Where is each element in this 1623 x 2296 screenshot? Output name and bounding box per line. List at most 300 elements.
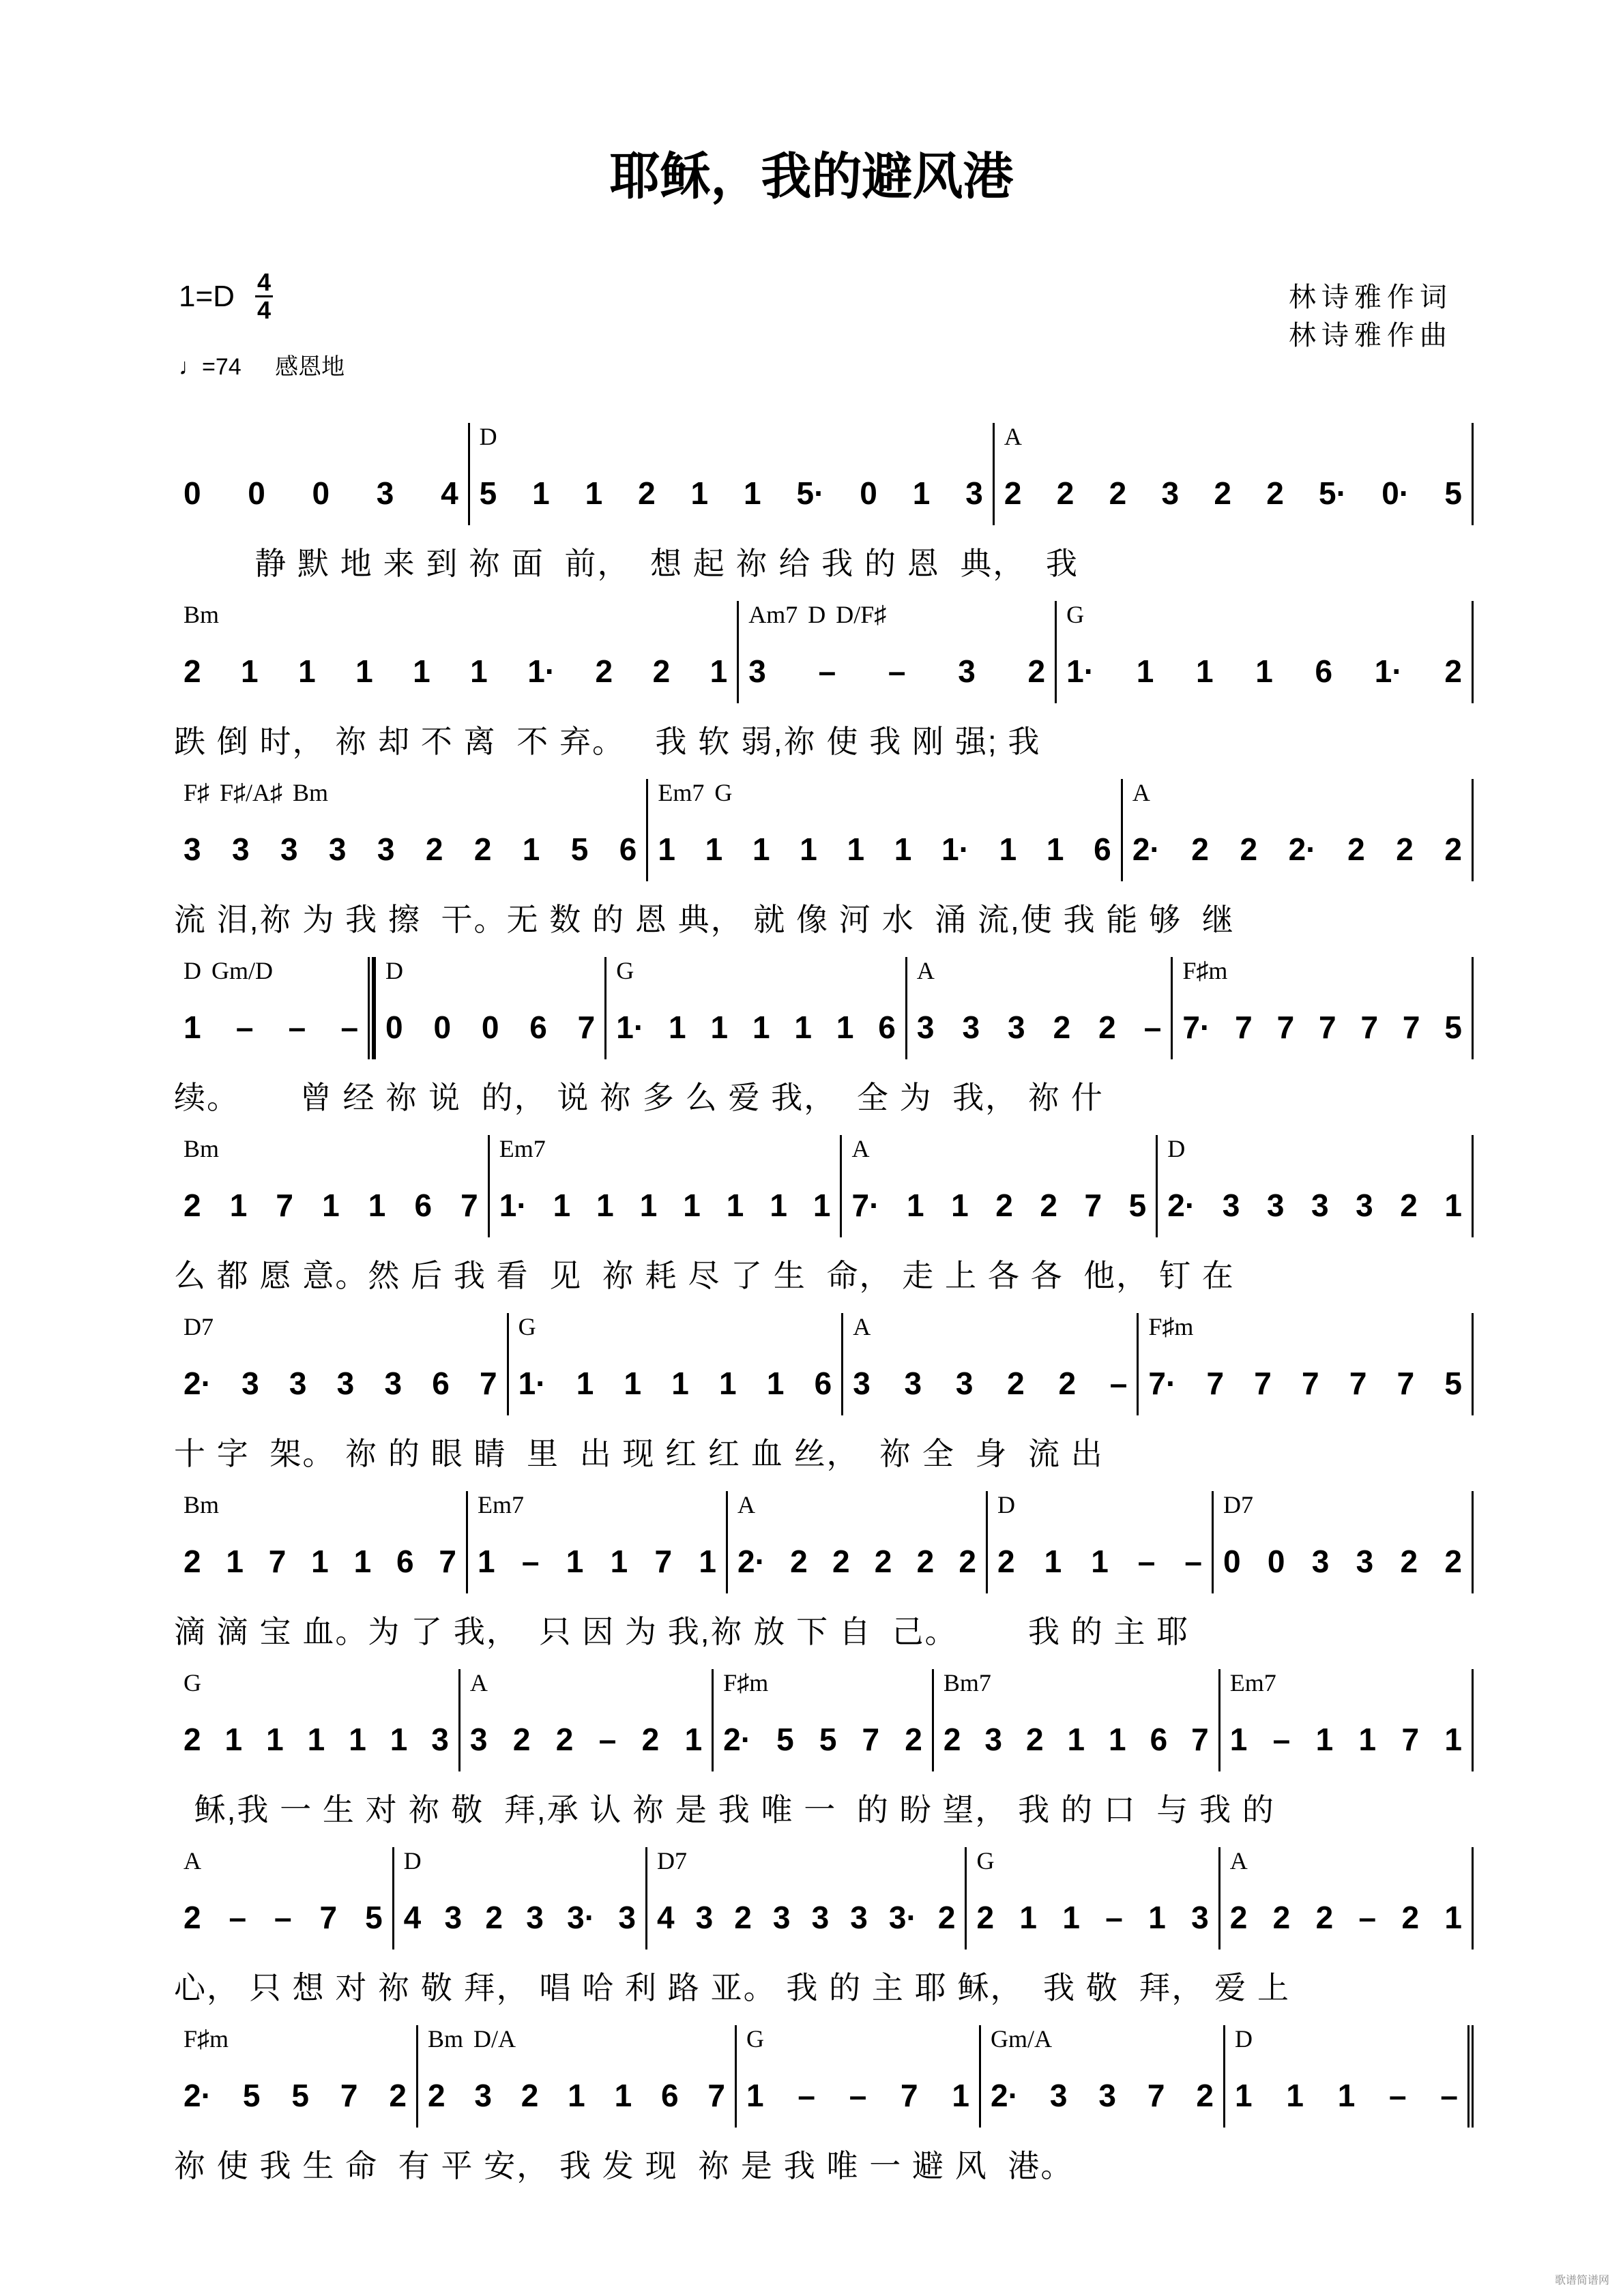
note: 3 bbox=[1191, 1900, 1209, 1935]
lyrics-line: 续。 曾 经 祢 说 的， 说 祢 多 么 爱 我， 全 为 我， 祢 什 bbox=[174, 1080, 1104, 1115]
note: 2 bbox=[555, 1722, 574, 1757]
note: 1 bbox=[766, 1366, 785, 1401]
lyrics-line: 么 都 愿 意。然 后 我 看 见 祢 耗 尽 了 生 命， 走 上 各 各 他， 钉 在 bbox=[174, 1258, 1235, 1293]
key-signature bbox=[179, 269, 273, 323]
measures-row bbox=[174, 1491, 1474, 1593]
measure bbox=[905, 957, 1171, 1059]
notes bbox=[184, 1188, 478, 1222]
measure bbox=[604, 957, 905, 1059]
notes bbox=[184, 2078, 407, 2113]
note: 0 bbox=[248, 475, 265, 511]
note: 7 bbox=[654, 1544, 673, 1579]
note: 1 bbox=[224, 1722, 243, 1757]
lyricist: 林诗雅作词 bbox=[1289, 282, 1452, 312]
note: 1· bbox=[499, 1188, 527, 1223]
note: 1 bbox=[1286, 2078, 1304, 2113]
note: 3 bbox=[958, 653, 976, 689]
notes bbox=[1230, 1900, 1462, 1934]
note: 2 bbox=[638, 475, 656, 511]
note: 1 bbox=[576, 1366, 594, 1401]
chord-symbol: Bm bbox=[184, 1135, 220, 1162]
note: 7 bbox=[577, 1010, 596, 1045]
note: 6 bbox=[414, 1188, 433, 1223]
note: 1 bbox=[1046, 831, 1064, 867]
notes bbox=[851, 1188, 1146, 1222]
note: 2 bbox=[997, 1544, 1015, 1579]
note: 1 bbox=[752, 831, 770, 867]
note: 3 bbox=[1161, 475, 1180, 511]
note: 1 bbox=[470, 653, 488, 689]
measure bbox=[841, 1313, 1137, 1415]
note: 5 bbox=[242, 2078, 261, 2113]
note: 3 bbox=[962, 1010, 980, 1045]
lyrics-line: 心， 只 想 对 祢 敬 拜， 唱 哈 利 路 亚。 我 的 主 耶 稣， 我 敬 拜， 爱 上 bbox=[174, 1970, 1290, 2005]
note: 7 bbox=[862, 1722, 880, 1757]
chord-symbol: D bbox=[1235, 2025, 1253, 2052]
notes bbox=[518, 1366, 832, 1400]
measure bbox=[1121, 779, 1474, 881]
note: 2 bbox=[1400, 1544, 1418, 1579]
note: 2 bbox=[1401, 1900, 1420, 1935]
note: 2 bbox=[1396, 831, 1414, 867]
note: 1 bbox=[349, 1722, 366, 1757]
note: 2 bbox=[937, 1900, 956, 1935]
note: – bbox=[1358, 1900, 1377, 1935]
note: 1 bbox=[671, 1366, 689, 1401]
note: 2· bbox=[1132, 831, 1160, 867]
note: 1 bbox=[610, 1544, 628, 1579]
lyrics-line: 滴 滴 宝 血。为 了 我， 只 因 为 我,祢 放 下 自 己。 我 的 主 耶 bbox=[174, 1614, 1190, 1649]
note: 5 bbox=[776, 1722, 794, 1757]
chord-symbol: Em7 bbox=[1229, 1669, 1276, 1696]
notes bbox=[1066, 654, 1462, 688]
note: 3 bbox=[1049, 2078, 1068, 2113]
note: 1 bbox=[690, 475, 709, 511]
measure bbox=[507, 1313, 842, 1415]
note: 1 bbox=[1109, 1722, 1126, 1757]
note: 2 bbox=[425, 831, 443, 867]
note: 1 bbox=[311, 1544, 329, 1579]
notes bbox=[917, 1010, 1161, 1044]
note: 1 bbox=[800, 831, 817, 867]
note: 5 bbox=[819, 1722, 837, 1757]
note: 2· bbox=[737, 1544, 765, 1579]
note: 2 bbox=[1196, 2078, 1214, 2113]
notes bbox=[499, 1188, 831, 1222]
time-bottom: 4 bbox=[257, 296, 271, 324]
note: 0 bbox=[860, 475, 877, 511]
notes bbox=[976, 1900, 1208, 1934]
note: 3 bbox=[328, 831, 347, 867]
lyrics-line: 稣,我 一 生 对 祢 敬 拜,承 认 祢 是 我 唯 一 的 盼 望， 我 的 口 与 我 的 bbox=[174, 1792, 1275, 1827]
note: 7 bbox=[319, 1900, 338, 1935]
note: 3 bbox=[1356, 1188, 1373, 1223]
measure bbox=[174, 1847, 392, 1949]
notes bbox=[1004, 476, 1462, 510]
note: 2 bbox=[1004, 475, 1022, 511]
note: 3 bbox=[289, 1366, 307, 1401]
chord-symbol: Bm D/A bbox=[428, 2025, 516, 2052]
note: 1 bbox=[705, 831, 723, 867]
staff-system bbox=[174, 1313, 1474, 1491]
notes bbox=[428, 2078, 725, 2113]
note: – bbox=[1109, 1366, 1128, 1401]
note: 6 bbox=[619, 831, 637, 867]
note: 2 bbox=[1229, 1900, 1248, 1935]
notes bbox=[184, 1722, 449, 1756]
score bbox=[174, 423, 1474, 2203]
note: 6 bbox=[1150, 1722, 1168, 1757]
note: 3 bbox=[336, 1366, 355, 1401]
note: 2 bbox=[1444, 831, 1462, 867]
note: 1 bbox=[847, 831, 865, 867]
note: 1 bbox=[836, 1010, 854, 1045]
note: 1 bbox=[952, 2078, 969, 2113]
note: 2· bbox=[184, 2078, 211, 2113]
notes bbox=[1182, 1010, 1462, 1044]
note: 1 bbox=[813, 1188, 831, 1223]
note: 7 bbox=[901, 2078, 918, 2113]
chord-symbol: F♯ F♯/A♯ Bm bbox=[184, 779, 329, 806]
notes bbox=[1223, 1544, 1462, 1578]
note: – bbox=[1143, 1010, 1162, 1045]
note: 0 bbox=[1267, 1544, 1285, 1579]
notes bbox=[184, 1010, 358, 1044]
note: 1 bbox=[683, 1188, 701, 1223]
note: – bbox=[521, 1544, 540, 1579]
note: 3 bbox=[526, 1900, 544, 1935]
note: 1 bbox=[322, 1188, 340, 1223]
note: 1 bbox=[1444, 1188, 1462, 1223]
note: 1 bbox=[478, 1544, 495, 1579]
note: 3· bbox=[567, 1900, 596, 1935]
notes bbox=[184, 1544, 456, 1578]
note: 2 bbox=[1214, 475, 1231, 511]
note: 5 bbox=[1444, 475, 1462, 511]
note: 7· bbox=[1148, 1366, 1177, 1401]
note: 3 bbox=[242, 1366, 259, 1401]
note: – bbox=[798, 2078, 815, 2113]
note: 7 bbox=[707, 2078, 725, 2113]
note: 1 bbox=[1148, 1900, 1166, 1935]
chord-symbol: A bbox=[1229, 1847, 1248, 1874]
note: 3 bbox=[618, 1900, 636, 1935]
note: 3 bbox=[469, 1722, 488, 1757]
note: 1 bbox=[710, 653, 728, 689]
measure bbox=[174, 601, 737, 703]
note: 3 bbox=[695, 1900, 714, 1935]
note: 7 bbox=[1397, 1366, 1415, 1401]
lyrics-line: 祢 使 我 生 命 有 平 安， 我 发 现 祢 是 我 唯 一 避 风 港。 bbox=[174, 2148, 1074, 2183]
note: 6 bbox=[814, 1366, 832, 1401]
note: 2 bbox=[1109, 475, 1127, 511]
note: 7 bbox=[276, 1188, 293, 1223]
note: – bbox=[1105, 1900, 1123, 1935]
note: – bbox=[235, 1010, 254, 1045]
note: 1 bbox=[912, 475, 931, 511]
note: 2 bbox=[184, 1900, 201, 1935]
note: 1· bbox=[941, 831, 969, 867]
note: 1 bbox=[307, 1722, 325, 1757]
note: 5· bbox=[1319, 475, 1347, 511]
note: 1 bbox=[951, 1188, 969, 1223]
chord-symbol: D bbox=[479, 423, 497, 450]
note: 3 bbox=[1008, 1010, 1025, 1045]
note: – bbox=[888, 653, 906, 689]
note: 1 bbox=[1044, 1544, 1062, 1579]
note: 1 bbox=[894, 831, 912, 867]
notes bbox=[184, 1366, 497, 1400]
measure bbox=[174, 1313, 507, 1415]
measures-row bbox=[174, 1847, 1474, 1949]
notes bbox=[658, 832, 1111, 866]
note: 1 bbox=[355, 653, 373, 689]
chord-symbol: D7 bbox=[656, 1847, 687, 1874]
note: 3 bbox=[1266, 1188, 1285, 1223]
note: 1 bbox=[184, 1010, 201, 1045]
note: 2· bbox=[991, 2078, 1019, 2113]
note: 1 bbox=[298, 653, 316, 689]
chord-symbol: D Gm/D bbox=[184, 957, 273, 984]
measure bbox=[737, 601, 1055, 703]
watermark: 歌谱简谱网 bbox=[1554, 2275, 1609, 2286]
measure bbox=[646, 779, 1120, 881]
note: 1 bbox=[624, 1366, 642, 1401]
staff-system bbox=[174, 1135, 1474, 1313]
note: 7 bbox=[1319, 1010, 1336, 1045]
note: 1 bbox=[658, 831, 675, 867]
note: 1 bbox=[744, 475, 761, 511]
note: 3 bbox=[916, 1010, 935, 1045]
measure bbox=[986, 1491, 1212, 1593]
note: 7 bbox=[1360, 1010, 1379, 1045]
note: 1· bbox=[527, 653, 556, 689]
chord-symbol: Gm/A bbox=[991, 2025, 1052, 2052]
note: 5· bbox=[796, 475, 825, 511]
notes bbox=[184, 832, 637, 866]
note: 1 bbox=[1019, 1900, 1037, 1935]
note: 1· bbox=[1066, 653, 1095, 689]
chord-symbol: Bm bbox=[184, 1491, 220, 1518]
note: 3 bbox=[431, 1722, 449, 1757]
note: 7 bbox=[1206, 1366, 1225, 1401]
note: – bbox=[818, 653, 836, 689]
note: 6 bbox=[1315, 653, 1333, 689]
note: 3 bbox=[965, 475, 983, 511]
note: – bbox=[1440, 2078, 1458, 2113]
note: 1 bbox=[368, 1188, 386, 1223]
note: 2 bbox=[1444, 1544, 1462, 1579]
note: 7 bbox=[1191, 1722, 1209, 1757]
staff-system bbox=[174, 957, 1474, 1135]
notes bbox=[944, 1722, 1209, 1756]
note: 0· bbox=[1381, 475, 1410, 511]
note: – bbox=[288, 1010, 306, 1045]
note: 1 bbox=[266, 1722, 284, 1757]
note: 7 bbox=[1349, 1366, 1367, 1401]
note: 2 bbox=[1040, 1188, 1057, 1223]
note: 2 bbox=[641, 1722, 660, 1757]
measure bbox=[416, 2025, 735, 2128]
note: 1 bbox=[999, 831, 1017, 867]
chord-symbol: F♯m bbox=[184, 2025, 229, 2052]
chord-symbol: G bbox=[976, 1847, 995, 1874]
note: 1 bbox=[770, 1188, 787, 1223]
measure bbox=[392, 1847, 645, 1949]
note: 2 bbox=[521, 2078, 539, 2113]
note: 5 bbox=[1444, 1366, 1462, 1401]
note: 1 bbox=[553, 1188, 571, 1223]
measures-row bbox=[174, 957, 1474, 1059]
note: 2 bbox=[874, 1544, 892, 1579]
note: 4 bbox=[656, 1900, 675, 1935]
note: 7· bbox=[851, 1188, 880, 1223]
note: 7 bbox=[1402, 1010, 1420, 1045]
note: – bbox=[1137, 1544, 1156, 1579]
note: 1 bbox=[413, 653, 430, 689]
note: 3 bbox=[231, 831, 250, 867]
note: – bbox=[1389, 2078, 1407, 2113]
note: 7 bbox=[1084, 1188, 1102, 1223]
chord-symbol: A bbox=[737, 1491, 755, 1518]
note: 7 bbox=[480, 1366, 497, 1401]
credits bbox=[1289, 278, 1452, 355]
note: 1 bbox=[726, 1188, 744, 1223]
note: 1 bbox=[1358, 1722, 1377, 1757]
note: 1 bbox=[684, 1722, 703, 1757]
measure bbox=[932, 1669, 1218, 1771]
chord-symbol: A bbox=[916, 957, 935, 984]
notes bbox=[991, 2078, 1214, 2113]
note: 1 bbox=[390, 1722, 408, 1757]
measure bbox=[488, 1135, 840, 1237]
notes bbox=[404, 1900, 636, 1934]
note: 7 bbox=[460, 1188, 478, 1223]
measure bbox=[1212, 1491, 1474, 1593]
note: 7 bbox=[268, 1544, 287, 1579]
notes bbox=[616, 1010, 896, 1044]
note: 2 bbox=[1056, 475, 1074, 511]
chord-symbol: G bbox=[616, 957, 634, 984]
note: 1· bbox=[518, 1366, 546, 1401]
chord-symbol: D bbox=[385, 957, 404, 984]
measure bbox=[174, 1669, 458, 1771]
chord-symbol: A bbox=[1132, 779, 1150, 806]
note: 1 bbox=[1315, 1722, 1334, 1757]
note: 1 bbox=[1444, 1900, 1463, 1935]
note: 5 bbox=[1128, 1188, 1147, 1223]
staff-system bbox=[174, 423, 1474, 601]
note: 2 bbox=[1191, 831, 1209, 867]
note: 3 bbox=[955, 1366, 974, 1401]
chord-symbol: G bbox=[518, 1313, 536, 1340]
note: 1 bbox=[1444, 1722, 1463, 1757]
notes bbox=[184, 1900, 383, 1934]
note: 1 bbox=[568, 2078, 585, 2113]
time-signature bbox=[255, 269, 273, 323]
note: 1 bbox=[1136, 653, 1154, 689]
measure bbox=[993, 423, 1474, 525]
note: 7 bbox=[1401, 1722, 1420, 1757]
chord-symbol: A bbox=[469, 1669, 488, 1696]
chord-symbol: Em7 G bbox=[658, 779, 733, 806]
note: 1 bbox=[353, 1544, 372, 1579]
measures-row bbox=[174, 423, 1474, 525]
note: 2 bbox=[1058, 1366, 1077, 1401]
note: 2 bbox=[943, 1722, 961, 1757]
note: 2 bbox=[428, 2078, 445, 2113]
note: 1 bbox=[566, 1544, 584, 1579]
tempo-line bbox=[179, 348, 372, 381]
note: 0 bbox=[312, 475, 330, 511]
note: 1 bbox=[1067, 1722, 1085, 1757]
chord-symbol: Em7 bbox=[478, 1491, 524, 1518]
staff-system bbox=[174, 779, 1474, 957]
measure bbox=[1171, 957, 1474, 1059]
chord-symbol: D7 bbox=[184, 1313, 214, 1340]
chord-symbol: Bm bbox=[184, 601, 220, 628]
measure bbox=[458, 1669, 712, 1771]
note: 1 bbox=[639, 1188, 658, 1223]
measure bbox=[174, 1135, 488, 1237]
note: 2 bbox=[1027, 653, 1046, 689]
note: 1 bbox=[699, 1544, 716, 1579]
notes bbox=[184, 654, 727, 688]
chord-symbol: A bbox=[1004, 423, 1022, 450]
chord-symbol: A bbox=[851, 1135, 870, 1162]
note: – bbox=[229, 1900, 247, 1935]
chord-symbol: D7 bbox=[1223, 1491, 1253, 1518]
note: 2· bbox=[723, 1722, 752, 1757]
note: 7· bbox=[1182, 1010, 1211, 1045]
note: 0 bbox=[184, 475, 201, 511]
tempo: ♩=74 bbox=[179, 354, 242, 380]
note: 1 bbox=[1091, 1544, 1109, 1579]
note: 2 bbox=[485, 1900, 503, 1935]
measure bbox=[726, 1491, 986, 1593]
note: 2 bbox=[995, 1188, 1013, 1223]
staff-system bbox=[174, 1491, 1474, 1669]
note: 1 bbox=[229, 1188, 248, 1223]
notes bbox=[1167, 1188, 1462, 1222]
note: 1 bbox=[226, 1544, 244, 1579]
note: 2 bbox=[652, 653, 671, 689]
note: 3 bbox=[280, 831, 298, 867]
note: 7 bbox=[1276, 1010, 1295, 1045]
note: 1 bbox=[710, 1010, 729, 1045]
note: 5 bbox=[291, 2078, 309, 2113]
note: 3 bbox=[984, 1722, 1002, 1757]
note: – bbox=[598, 1722, 617, 1757]
note: 2 bbox=[473, 831, 492, 867]
note: 3 bbox=[184, 831, 201, 867]
measures-row bbox=[174, 1669, 1474, 1771]
note: 1· bbox=[616, 1010, 645, 1045]
measure bbox=[1137, 1313, 1474, 1415]
chord-symbol: Am7 D D/F♯ bbox=[748, 601, 887, 628]
chord-symbol: A bbox=[184, 1847, 201, 1874]
notes bbox=[853, 1366, 1127, 1400]
measure bbox=[174, 779, 646, 881]
measure bbox=[466, 1491, 726, 1593]
note: 2 bbox=[1347, 831, 1365, 867]
notes bbox=[657, 1900, 956, 1934]
measure bbox=[174, 2025, 416, 2128]
note: 2 bbox=[1444, 653, 1462, 689]
note: 2· bbox=[184, 1366, 211, 1401]
note: 3 bbox=[1356, 1544, 1374, 1579]
measure bbox=[1156, 1135, 1474, 1237]
